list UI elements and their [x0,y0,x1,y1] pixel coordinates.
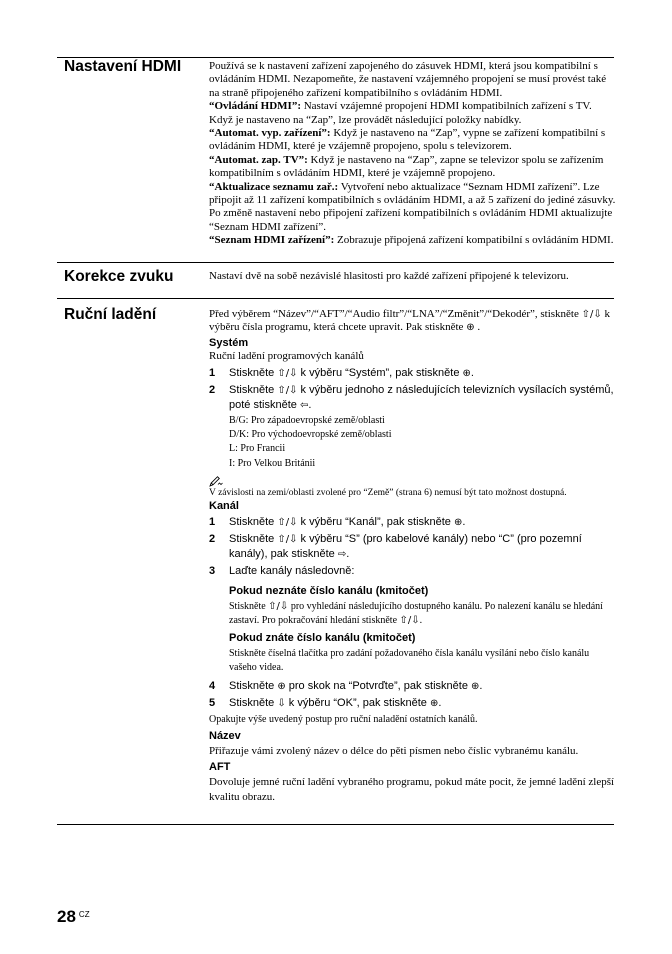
step-text [229,532,616,562]
step-text-part: k výběru “Systém”, pak stiskněte [300,366,460,379]
step-text-part: Stiskněte [229,383,275,396]
step-text-part: k výběru “S” (pro kabelové kanály) nebo “C” (pro pozemní kanály), pak stiskněte [229,532,582,560]
system-title: Systém [209,337,249,350]
step-text-part: Stiskněte [229,515,275,528]
manual-tuning-intro [209,308,616,335]
enter-button-icon [466,322,474,333]
hdmi-item-label: “Automat. zap. TV”: [209,153,308,166]
case-text-part: Stiskněte [229,600,266,612]
enter-button-icon [277,681,285,692]
hdmi-item-auto-off [209,127,616,154]
step-text: Laďte kanály následovně: [229,564,355,577]
step-text-part: Stiskněte [229,679,275,692]
step-text [229,679,616,694]
step-text [229,366,616,381]
step-text-part: . [346,547,350,560]
case-text-part: . [419,614,423,626]
step-text [229,515,616,530]
up-down-arrow-icon [582,309,602,320]
step-number: 2 [209,532,216,545]
step-text [229,696,616,711]
sound-offset-heading: Korekce zvuku [64,268,174,286]
up-down-arrow-icon [277,534,297,545]
system-step-1 [209,366,616,381]
hdmi-settings-body [209,60,616,248]
right-arrow-icon [338,549,346,560]
step-text-part: Stiskněte [229,532,275,545]
case-text-part: pro vyhledání následujícího dostupného kanálu. Po nalezení kanálu se hledání zastaví. Pro pokračování hledání stiskněte [229,600,603,626]
channel-step-1 [209,515,616,530]
channel-unknown-title: Pokud neznáte číslo kanálu (kmitočet) [229,584,429,597]
channel-repeat-text: Opakujte výše uvedený postup pro ruční naladění ostatních kanálů. [209,713,478,725]
name-title: Název [209,729,241,742]
sound-offset-body [209,270,616,283]
hdmi-item-device-list [209,234,616,247]
hdmi-item-label: “Automat. vyp. zařízení”: [209,127,331,140]
channel-step-5 [209,696,616,711]
step-text-part: k výběru “Kanál”, pak stiskněte [300,515,451,528]
page-footer [57,907,90,927]
up-down-arrow-icon [268,601,288,612]
system-options-list [229,414,616,471]
manual-tuning-row [57,298,614,825]
step-text-part: pro skok na “Potvrďte”, pak stiskněte [288,679,468,692]
hdmi-item-text: Když je nastaveno na “Zap”, vypne se zařízení kompatibilní s ovládáním HDMI, které je vzájemně propojeno, spolu s televizorem. [209,127,606,153]
channel-unknown-text [229,600,616,628]
name-text: Přiřazuje vámi zvolený název o délce do pěti písmen nebo číslic vybranému kanálu. [209,744,579,757]
channel-known-title: Pokud znáte číslo kanálu (kmitočet) [229,631,416,644]
channel-step-4 [209,679,616,694]
hdmi-item-control [209,100,616,127]
system-option: D/K: Pro východoevropské země/oblasti [229,429,392,441]
hdmi-item-text: Když je nastaveno na “Zap”, zapne se televizor spolu se zařízením kompatibilním s ovládáním HDMI, které je vzájemně propojeno. [209,153,604,180]
step-number: 1 [209,515,216,528]
step-text-part: . [462,515,466,528]
hdmi-item-text: Nastaví vzájemné propojení HDMI kompatibilních zařízení s TV. Když je nastaveno na “Zap”, lze provádět následující položky nabídky. [209,100,592,126]
hdmi-item-label: “Seznam HDMI zařízení”: [209,234,335,247]
up-down-arrow-icon [400,615,420,626]
sound-offset-row [57,262,614,298]
up-down-arrow-icon [277,368,297,379]
hdmi-item-label: “Aktualizace seznamu zař.: [209,180,339,193]
system-step-2 [209,383,616,413]
intro-text: . [477,320,481,333]
manual-tuning-body [209,308,616,825]
language-code: CZ [78,910,90,919]
hdmi-item-text: Zobrazuje připojená zařízení kompatibilní s ovládáním HDMI. [337,234,614,247]
settings-table [57,57,614,825]
hdmi-settings-heading: Nastavení HDMI [64,58,182,75]
step-text-part: Stiskněte [229,696,275,709]
system-description: Ruční ladění programových kanálů [209,350,364,363]
channel-step-2 [209,532,616,562]
hdmi-settings-row [57,57,614,262]
system-option: L: Pro Francii [229,443,286,455]
channel-known-text: Stiskněte číselná tlačítka pro zadání požadovaného čísla kanálu vysílání nebo číslo kanálu vašeho videa. [229,647,590,673]
hdmi-item-update-list [209,181,616,235]
step-text-part: k výběru “OK”, pak stiskněte [288,696,427,709]
up-down-arrow-icon [277,517,297,528]
system-option: I: Pro Velkou Británii [229,457,316,469]
page-number: 28 [57,907,76,926]
step-number: 3 [209,564,216,577]
hdmi-item-text: Vytvoření nebo aktualizace “Seznam HDMI zařízení”. Lze připojit až 11 zařízení kompatibilních s ovládáním HDMI, a až 5 zařízení do jediné zásuvky. Po změně nastavení nebo připojení zařízení kompatibilních s ovládáním HDMI aktualizujte “Seznam HDMI zařízení”. [209,180,616,233]
aft-title: AFT [209,761,231,774]
system-option: B/G: Pro západoevropské země/oblasti [229,414,385,426]
note-pencil-icon [209,475,616,487]
step-text-part: . [470,366,474,379]
hdmi-item-label: “Ovládání HDMI”: [209,100,301,113]
hdmi-item-auto-on [209,154,616,181]
enter-button-icon [463,368,471,379]
step-text-part: k výběru jednoho z následujících televizních vysílacích systémů, poté stiskněte [229,383,614,411]
step-number: 4 [209,679,216,692]
step-text-part: . [479,679,483,692]
aft-text: Dovoluje jemné ruční ladění vybraného programu, pokud máte pocit, že jemné ladění zlepší kvalitu obrazu. [209,776,615,804]
step-text-part: Stiskněte [229,366,275,379]
step-text-part: . [438,696,442,709]
hdmi-intro: Používá se k nastavení zařízení zapojeného do zásuvek HDMI, která jsou kompatibilní s ovládáním HDMI. Nezapomeňte, že nastavení vzájemného propojení se musí provést také na straně připojeného zařízení kompatibilního s ovládáním HDMI. [209,60,607,99]
step-text [229,383,616,413]
channel-step-3 [209,564,616,579]
system-note: V závislosti na zemi/oblasti zvolené pro “Země” (strana 6) nemusí být tato možnost dostupná. [209,487,567,498]
step-number: 2 [209,383,216,396]
sound-offset-text: Nastaví dvě na sobě nezávislé hlasitosti pro každé zařízení připojené k televizoru. [209,270,569,283]
step-number: 1 [209,366,216,379]
manual-tuning-heading: Ruční ladění [64,305,157,323]
up-down-arrow-icon [277,385,297,396]
intro-text: Před výběrem “Název”/“AFT”/“Audio filtr”/“LNA”/“Změnit”/“Dekodér”, stiskněte [209,307,579,320]
channel-title: Kanál [209,499,239,512]
down-arrow-icon [277,698,285,709]
step-number: 5 [209,696,216,709]
step-text-part: . [308,398,312,411]
intro-text: k výběru čísla programu, která chcete upravit. Pak stiskněte [209,307,611,333]
